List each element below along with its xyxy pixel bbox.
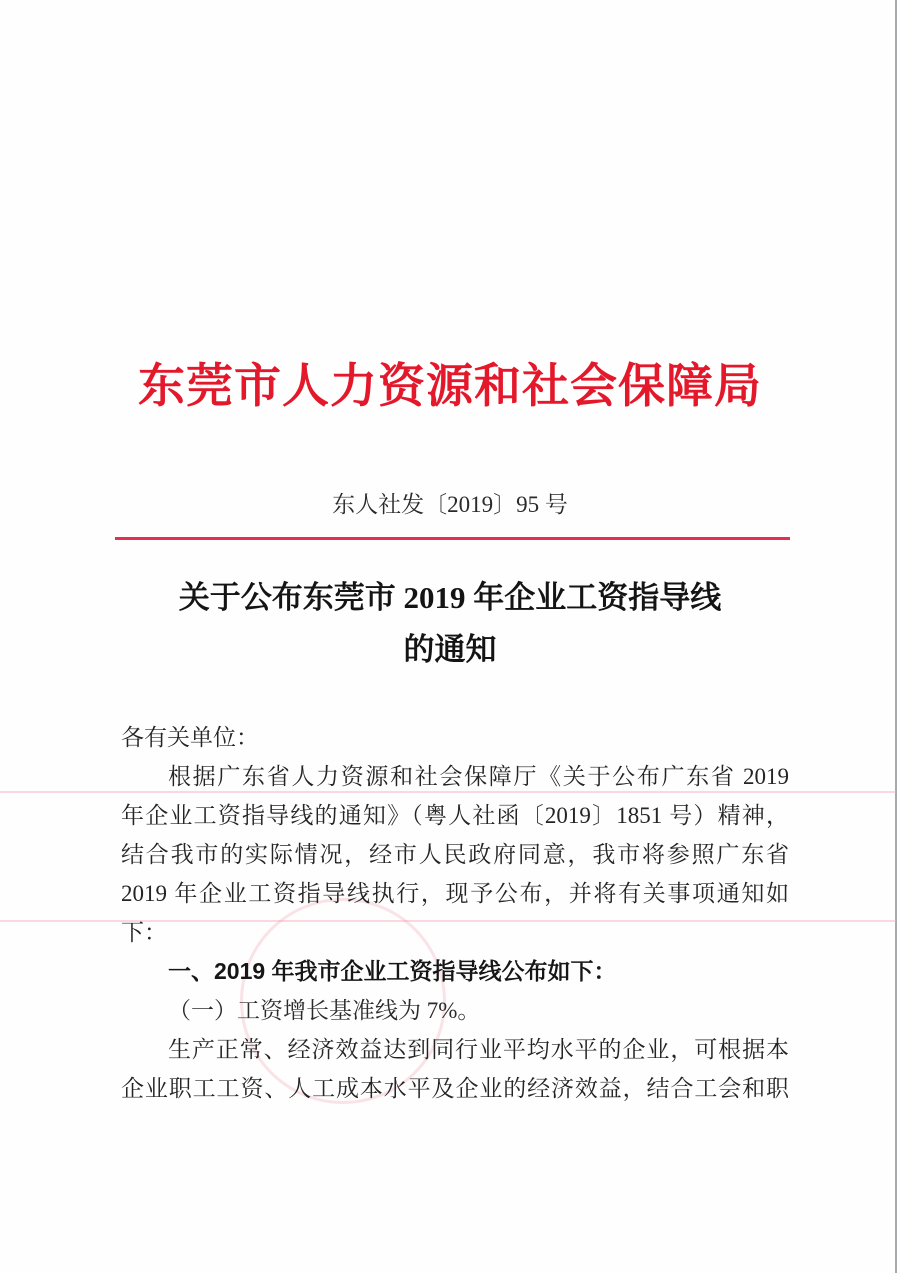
body-line: 年企业工资指导线的通知》（粤人社函〔2019〕1851 号）精神， bbox=[121, 803, 789, 828]
body-line: 2019 年企业工资指导线执行，现予公布，并将有关事项通知如 bbox=[121, 881, 789, 906]
body-line: 结合我市的实际情况，经市人民政府同意，我市将参照广东省 bbox=[121, 842, 789, 867]
body-line: 企业职工工资、人工成本水平及企业的经济效益，结合工会和职 bbox=[121, 1076, 789, 1101]
body-line-subitem: （一）工资增长基准线为 7%。 bbox=[168, 998, 481, 1023]
document-title-line1: 关于公布东莞市 2019 年企业工资指导线 bbox=[178, 580, 722, 615]
body-line: 下： bbox=[121, 920, 167, 945]
body-line-heading: 一、2019 年我市企业工资指导线公布如下： bbox=[168, 958, 617, 984]
red-divider-rule bbox=[115, 537, 790, 540]
document-title-line2: 的通知 bbox=[403, 632, 497, 667]
document-title bbox=[0, 572, 900, 676]
document-body bbox=[121, 718, 789, 1108]
document-number: 东人社发〔2019〕95 号 bbox=[332, 492, 568, 517]
body-line-salutation: 各有关单位： bbox=[121, 725, 259, 750]
body-line: 生产正常、经济效益达到同行业平均水平的企业，可根据本 bbox=[168, 1037, 789, 1062]
body-line: 根据广东省人力资源和社会保障厅《关于公布广东省 2019 bbox=[168, 764, 789, 789]
letterhead-agency-name: 东莞市人力资源和社会保障局 bbox=[138, 361, 762, 413]
